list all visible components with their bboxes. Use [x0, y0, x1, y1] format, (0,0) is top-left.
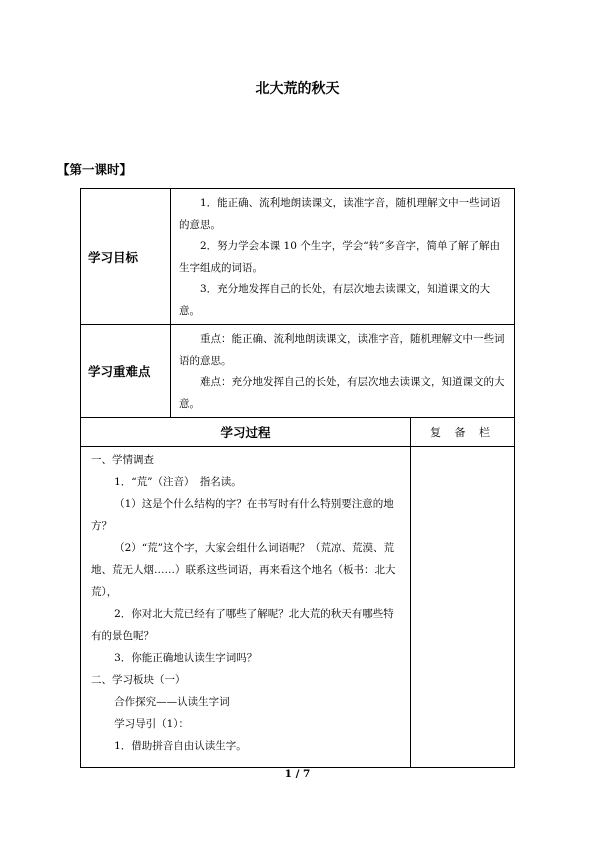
objectives-row: [81, 189, 515, 325]
process-line: 一、学情调查: [91, 454, 154, 466]
page-number: 1 / 7: [284, 768, 311, 780]
process-line: （2）“荒”这个字，大家会组什么词语呢？（荒凉、荒漠、荒地、荒无人烟……）联系这些词语，再来看这个地名（板书：北大荒），: [91, 542, 396, 598]
keypoint-item: 难点：充分地发挥自己的长处，有层次地去读课文，知道课文的大意。: [179, 376, 505, 410]
keypoints-row: [81, 325, 515, 418]
process-line: 2．你对北大荒已经有了哪些了解呢？北大荒的秋天有哪些特有的景色呢？: [91, 608, 394, 642]
process-body-row: [81, 447, 515, 768]
process-line: 1．借助拼音自由认读生字。: [114, 740, 247, 752]
lesson-table: [80, 188, 515, 768]
notes-column: [411, 447, 515, 768]
keypoints-label: 学习重难点: [81, 325, 171, 418]
objective-item: 1．能正确、流利地朗读课文，读准字音，随机理解文中一些词语的意思。: [179, 197, 501, 231]
document-title: 北大荒的秋天: [255, 81, 340, 97]
process-line: 3．你能正确地认读生字词吗？: [114, 652, 258, 664]
process-line: （1）这是个什么结构的字？在书写时有什么特别要注意的地方？: [91, 498, 394, 532]
process-line: 二、学习板块（一）: [91, 674, 186, 686]
process-line: 1．“荒”（注音） 指名读。: [114, 476, 242, 488]
objective-item: 2．努力学会本课 10 个生字，学会“转”多音字，简单了解了解由生字组成的词语。: [179, 240, 500, 274]
process-header-row: [81, 418, 515, 447]
section-heading: 【第一课时】: [57, 162, 133, 177]
notes-header: 复 备 栏: [411, 418, 515, 447]
keypoints-content: [171, 325, 515, 418]
process-header: 学习过程: [81, 418, 411, 447]
process-line: 学习导引（1）：: [114, 718, 190, 730]
process-line: 合作探究——认读生字词: [114, 696, 230, 708]
objectives-content: [171, 189, 515, 325]
objective-item: 3．充分地发挥自己的长处，有层次地去读课文，知道课文的大意。: [179, 283, 491, 317]
objectives-label: 学习目标: [81, 189, 171, 325]
keypoint-item: 重点：能正确、流利地朗读课文，读准字音，随机理解文中一些词语的意思。: [179, 333, 505, 367]
process-content: [81, 447, 411, 768]
